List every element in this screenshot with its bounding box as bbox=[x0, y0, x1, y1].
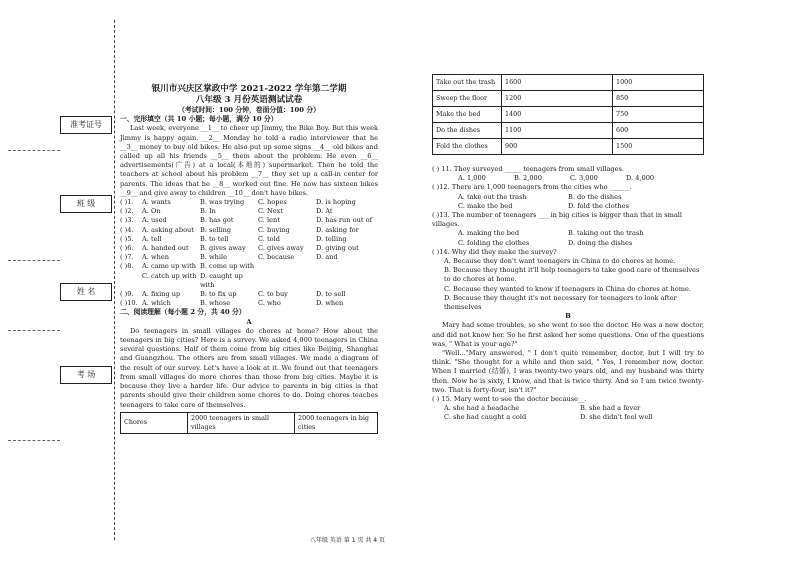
cloze-question bbox=[120, 272, 378, 290]
option: B. was trying bbox=[200, 198, 245, 207]
option: C. Next bbox=[258, 207, 284, 216]
table-cell: 850 bbox=[613, 91, 704, 107]
binding-dash bbox=[8, 440, 60, 441]
options-row bbox=[432, 193, 704, 202]
option: A. take out the trash bbox=[458, 192, 527, 201]
table-cell: 1200 bbox=[502, 91, 613, 107]
question-stem: ( ) 11. They surveyed _____ teenagers from small villages. bbox=[432, 165, 624, 173]
option: C. she had caught a cold bbox=[444, 413, 527, 422]
answer-option: A. Because they don't want teenagers in China to do chores at home. bbox=[444, 257, 676, 266]
table-cell: Sweep the floor bbox=[433, 91, 502, 107]
option: A. used bbox=[142, 216, 167, 225]
question-number: ( )2. bbox=[120, 207, 134, 216]
option: D. 4,000 bbox=[626, 174, 655, 183]
option: B. to fix up bbox=[200, 290, 237, 299]
option: B. 2,000 bbox=[514, 174, 542, 183]
option: D. giving out bbox=[316, 244, 359, 253]
option: B. has got bbox=[200, 216, 234, 225]
option bbox=[316, 262, 376, 271]
option: B. In bbox=[200, 207, 216, 216]
answer-option: C. Because they wanted to know if teenagers in China do chores at home. bbox=[444, 284, 692, 293]
question-stem: ( )14. Why did they make the survey? bbox=[432, 247, 557, 256]
option: B. to tell bbox=[200, 234, 229, 243]
table-cell: Take out the trash bbox=[433, 75, 502, 91]
option: D. and bbox=[316, 253, 338, 262]
section1-heading: 一、完形填空（共 10 小题；每小题，满分 10 分） bbox=[120, 115, 278, 124]
survey-table bbox=[432, 74, 704, 155]
question-number: ( )7. bbox=[120, 253, 134, 262]
cloze-question bbox=[120, 198, 378, 207]
option: D. she didn't feel well bbox=[580, 413, 653, 422]
table-row bbox=[433, 139, 704, 155]
table-cell: Do the dishes bbox=[433, 123, 502, 139]
question-stem: ( )13. The number of teenagers ___ in big cities is bigger than that in small villages. bbox=[432, 211, 682, 229]
cloze-question bbox=[120, 226, 378, 235]
class-label: 班 级 bbox=[60, 195, 112, 213]
options-row bbox=[432, 229, 704, 238]
option: D. doing the dishes bbox=[568, 238, 633, 247]
cloze-question bbox=[120, 207, 378, 216]
option: B. selling bbox=[200, 225, 232, 234]
answer-option: B. Because they thought it'll help teenagers to take good care of themselves to do chores at home. bbox=[444, 266, 700, 284]
table-cell: 1500 bbox=[613, 139, 704, 155]
option: C. told bbox=[258, 234, 280, 243]
option: A. handed out bbox=[142, 244, 189, 253]
table-row bbox=[121, 412, 378, 433]
exam-room-label: 考 场 bbox=[60, 366, 112, 384]
option: C. 3,000 bbox=[570, 174, 598, 183]
option: A. On bbox=[142, 207, 161, 216]
option: B. gives away bbox=[200, 244, 246, 253]
table-cell: 900 bbox=[502, 139, 613, 155]
reading-b-paragraph: "Well..."Mary answered, " I don't quite remember, doctor, but I will try to think. "She thought for a while and then said, " Yes, I remember now, doctor. When I married (结婚), I was twenty-two years old, and my husband was thirty then. Now he is sixty, I know, and that is twice thirty. And so I am twice twenty-two. That is forty-four, isn't it?" bbox=[432, 349, 704, 394]
table-cell: 1100 bbox=[502, 123, 613, 139]
option: D. fold the clothes bbox=[568, 201, 629, 210]
binding-dash bbox=[8, 260, 60, 261]
table-cell: 1400 bbox=[502, 107, 613, 123]
option: D. telling bbox=[316, 234, 347, 243]
cloze-passage: Last week, everyone __1__ to cheer up Jimmy, the Bike Boy. But this week Jimmy is happy again. __2__ Monday he told a radio interviewer that he __3__ money to buy old bikes. He also put up some signs __4__ old bikes and called up all his friends __5__ them about the problem. He even __6__ advertisements(广告) at a local(本地的) supermarket. Then he told the teachers at school about his problem __7__ they set up a call-in center for parents. The ideas that he __8__ worked out fine. He now has sixteen bikes __9__ and give away to children __10__ don't have bikes. bbox=[120, 124, 378, 197]
question-number: ( )9. bbox=[120, 290, 134, 299]
option: B. taking out the trash bbox=[568, 229, 644, 238]
option: C. catch up with bbox=[142, 271, 197, 280]
option: A. asking about bbox=[142, 225, 194, 234]
option: B. do the dishes bbox=[568, 192, 622, 201]
right-column bbox=[432, 74, 704, 423]
exam-subtitle: 八年级 3 月份英语测试试卷 bbox=[195, 95, 303, 105]
option: B. while bbox=[200, 253, 228, 262]
question-15-options-row2 bbox=[432, 413, 704, 422]
reading-questions bbox=[432, 165, 704, 312]
question-15: ( ) 15. Mary went to see the doctor because__. bbox=[432, 395, 587, 404]
table-row bbox=[433, 107, 704, 123]
left-column bbox=[120, 84, 378, 434]
option: C. who bbox=[258, 299, 281, 308]
table-cell: 1000 bbox=[613, 75, 704, 91]
table-cell: Fold the clothes bbox=[433, 139, 502, 155]
option: B. come up with bbox=[200, 262, 255, 271]
question-15-options-row1 bbox=[432, 404, 704, 413]
cloze-question bbox=[120, 290, 378, 299]
cloze-question bbox=[120, 253, 378, 262]
question-stem: ( )12. There are 1,000 teenagers from the cities who ______. bbox=[432, 183, 632, 192]
exam-info: （考试时间：100 分钟，卷面分值：100 分） bbox=[178, 106, 320, 114]
option: A. making the bed bbox=[458, 229, 520, 238]
page-footer: 八年级 英语 第 1 页 共 4 页 bbox=[310, 537, 385, 544]
option: D. is hoping bbox=[316, 198, 356, 207]
option bbox=[258, 262, 316, 271]
cloze-questions bbox=[120, 198, 378, 308]
options-row bbox=[432, 174, 704, 183]
table-row bbox=[433, 91, 704, 107]
option bbox=[258, 272, 316, 290]
binding-dash bbox=[8, 150, 60, 151]
options-row bbox=[432, 239, 704, 248]
option: C. gives away bbox=[258, 244, 304, 253]
question-number: ( )10. bbox=[120, 299, 138, 308]
question-number: ( )1. bbox=[120, 198, 134, 207]
table-cell: 750 bbox=[613, 107, 704, 123]
exam-title: 银川市兴庆区掌政中学 2021-2022 学年第二学期 bbox=[151, 84, 347, 94]
name-label: 姓 名 bbox=[60, 283, 112, 301]
question-number: ( )4. bbox=[120, 225, 134, 234]
cloze-question bbox=[120, 262, 378, 271]
table-cell: Make the bed bbox=[433, 107, 502, 123]
binding-line bbox=[114, 20, 115, 540]
option: A. when bbox=[142, 253, 169, 262]
option: A. came up with bbox=[142, 262, 197, 271]
part-b-label: B bbox=[565, 312, 571, 321]
table-cell: Chores bbox=[121, 412, 188, 433]
option: C. hopes bbox=[258, 198, 287, 207]
option: D. asking for bbox=[316, 225, 359, 234]
option: C. lent bbox=[258, 216, 280, 225]
question-number: ( )3. bbox=[120, 216, 134, 225]
question-number: ( )5. bbox=[120, 234, 134, 243]
option: D. has run out of bbox=[316, 216, 373, 225]
option: C. folding the clothes bbox=[458, 238, 530, 247]
option: A. which bbox=[142, 299, 171, 308]
option: C. because bbox=[258, 253, 295, 262]
question-number: ( )6. bbox=[120, 244, 134, 253]
survey-table-header bbox=[120, 412, 378, 434]
option: A. wants bbox=[142, 198, 171, 207]
option: D. At bbox=[316, 207, 333, 216]
table-cell: 2000 teenagers in big cities bbox=[295, 412, 378, 433]
binding-dash bbox=[8, 330, 60, 331]
table-cell: 1600 bbox=[502, 75, 613, 91]
cloze-question bbox=[120, 216, 378, 225]
answer-option: D. Because they thought it's not necessary for teenagers to look after themselves bbox=[444, 293, 677, 312]
option: C. buying bbox=[258, 225, 290, 234]
reading-b-paragraph: Mary had some troubles, so she went to see the doctor. He was a new doctor, and did not know her. So he first asked her some questions. One of the questions was, " What is your age?" bbox=[432, 321, 704, 348]
table-row bbox=[433, 75, 704, 91]
option: D. to sell bbox=[316, 290, 346, 299]
option: D. when bbox=[316, 299, 344, 308]
section2-heading: 二、阅读理解（每小题 2 分，共 40 分） bbox=[120, 308, 246, 317]
table-row bbox=[433, 123, 704, 139]
exam-number-label: 准考证号 bbox=[60, 116, 112, 134]
part-a-label: A bbox=[246, 317, 252, 326]
reading-a-passage: Do teenagers in small villages do chores at home? How about the teenagers in big cities? Here is a survey. We asked 4,000 teenagers in China several questions. Half of them come from big cities like Beijing, Shanghai and Guangzhou. The others are from small villages. We made a diagram of the result of our survey. Let's have a look at it. We found out that teenagers from small villages do more chores than those from big cities. Maybe it is because they live a harder life. Our advice to parents in big cities is that parents should give their children some chores to do. Doing chores teaches teenagers to take care of themselves. bbox=[120, 326, 378, 409]
option: B. she had a fever bbox=[580, 404, 641, 413]
option: C. to buy bbox=[258, 290, 288, 299]
option: A. fixing up bbox=[142, 290, 181, 299]
option: C. make the bed bbox=[458, 201, 513, 210]
options-row bbox=[432, 202, 704, 211]
cloze-question bbox=[120, 244, 378, 253]
option: A. 1,000 bbox=[458, 174, 486, 183]
option: A. tell bbox=[142, 234, 162, 243]
option: A. she had a headache bbox=[444, 404, 520, 413]
option: D. caught up with bbox=[200, 271, 243, 289]
question-number bbox=[120, 272, 142, 290]
table-cell: 600 bbox=[613, 123, 704, 139]
cloze-question bbox=[120, 235, 378, 244]
option: B. whose bbox=[200, 299, 231, 308]
question-number: ( )8. bbox=[120, 262, 134, 271]
option bbox=[316, 272, 376, 290]
table-cell: 2000 teenagers in small villages bbox=[188, 412, 295, 433]
